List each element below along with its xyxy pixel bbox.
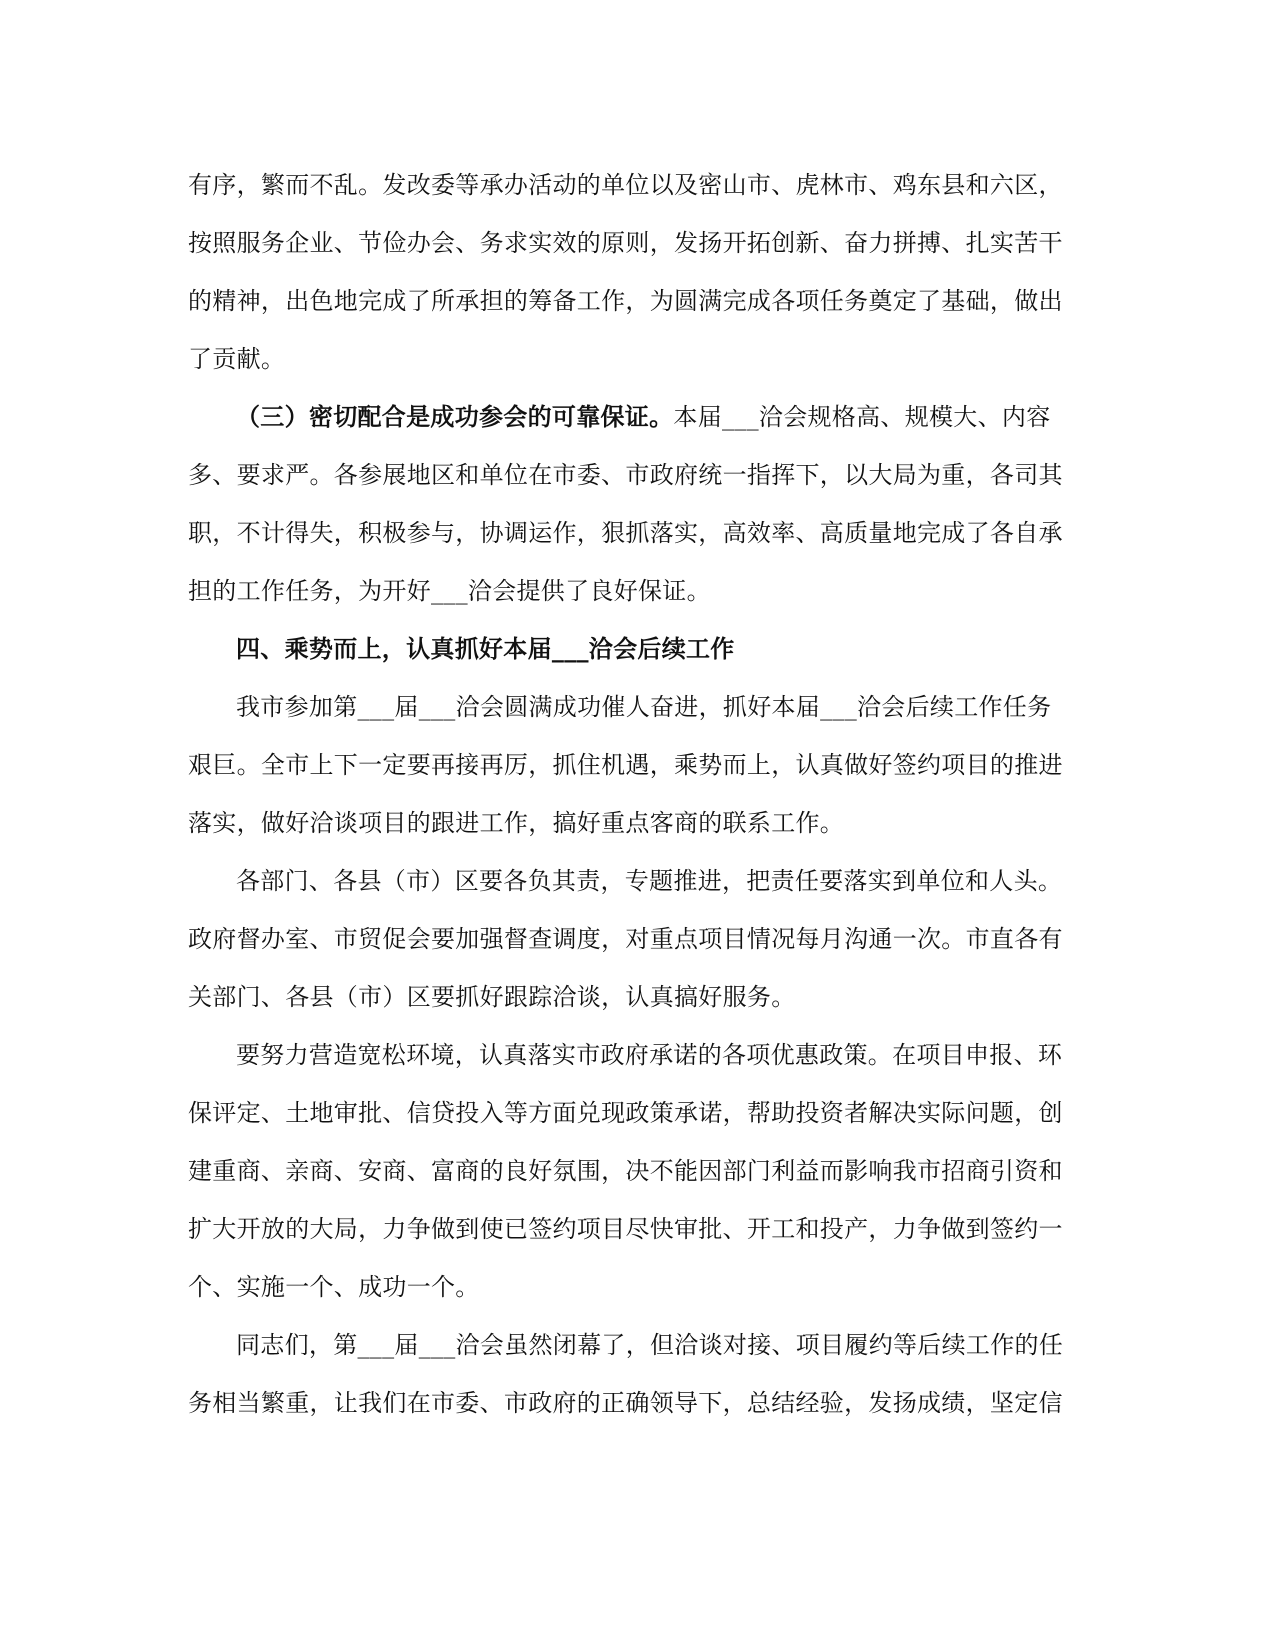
paragraph-line: 个、实施一个、成功一个。 — [188, 1273, 480, 1301]
paragraph-line: 有序，繁而不乱。发改委等承办活动的单位以及密山市、虎林市、鸡东县和六区， — [188, 171, 1063, 199]
section-four-heading: 四、乘势而上，认真抓好本届___洽会后续工作 — [236, 634, 735, 663]
section-three-text: 本届___洽会规格高、规模大、内容 — [673, 403, 1051, 431]
paragraph-line: 了贡献。 — [188, 345, 286, 373]
paragraph-line: 务相当繁重，让我们在市委、市政府的正确领导下，总结经验，发扬成绩，坚定信 — [188, 1389, 1063, 1417]
paragraph-line: 按照服务企业、节俭办会、务求实效的原则，发扬开拓创新、奋力拼搏、扎实苦干 — [188, 229, 1063, 257]
section-three-line — [236, 397, 1136, 437]
paragraph-line: 扩大开放的大局，力争做到使已签约项目尽快审批、开工和投产，力争做到签约一 — [188, 1215, 1063, 1243]
paragraph-line: 担的工作任务，为开好___洽会提供了良好保证。 — [188, 577, 711, 605]
paragraph-line: 政府督办室、市贸促会要加强督查调度，对重点项目情况每月沟通一次。市直各有 — [188, 925, 1063, 953]
paragraph-line: 关部门、各县（市）区要抓好跟踪洽谈，认真搞好服务。 — [188, 983, 796, 1011]
paragraph-line: 各部门、各县（市）区要各负其责，专题推进，把责任要落实到单位和人头。 — [236, 867, 1063, 895]
paragraph-line: 多、要求严。各参展地区和单位在市委、市政府统一指挥下，以大局为重，各司其 — [188, 461, 1063, 489]
section-three-heading: （三）密切配合是成功参会的可靠保证。 — [236, 402, 674, 431]
paragraph-line: 保评定、土地审批、信贷投入等方面兑现政策承诺，帮助投资者解决实际问题，创 — [188, 1099, 1063, 1127]
paragraph-line: 要努力营造宽松环境，认真落实市政府承诺的各项优惠政策。在项目申报、环 — [236, 1041, 1063, 1069]
paragraph-line: 职，不计得失，积极参与，协调运作，狠抓落实，高效率、高质量地完成了各自承 — [188, 519, 1063, 547]
paragraph-line: 建重商、亲商、安商、富商的良好氛围，决不能因部门利益而影响我市招商引资和 — [188, 1157, 1063, 1185]
paragraph-line: 同志们，第___届___洽会虽然闭幕了，但洽谈对接、项目履约等后续工作的任 — [236, 1331, 1064, 1359]
paragraph-line: 的精神，出色地完成了所承担的筹备工作，为圆满完成各项任务奠定了基础，做出 — [188, 287, 1063, 315]
paragraph-line: 艰巨。全市上下一定要再接再厉，抓住机遇，乘势而上，认真做好签约项目的推进 — [188, 751, 1063, 779]
paragraph-line: 落实，做好洽谈项目的跟进工作，搞好重点客商的联系工作。 — [188, 809, 845, 837]
paragraph-line: 我市参加第___届___洽会圆满成功催人奋进，抓好本届___洽会后续工作任务 — [236, 693, 1052, 721]
